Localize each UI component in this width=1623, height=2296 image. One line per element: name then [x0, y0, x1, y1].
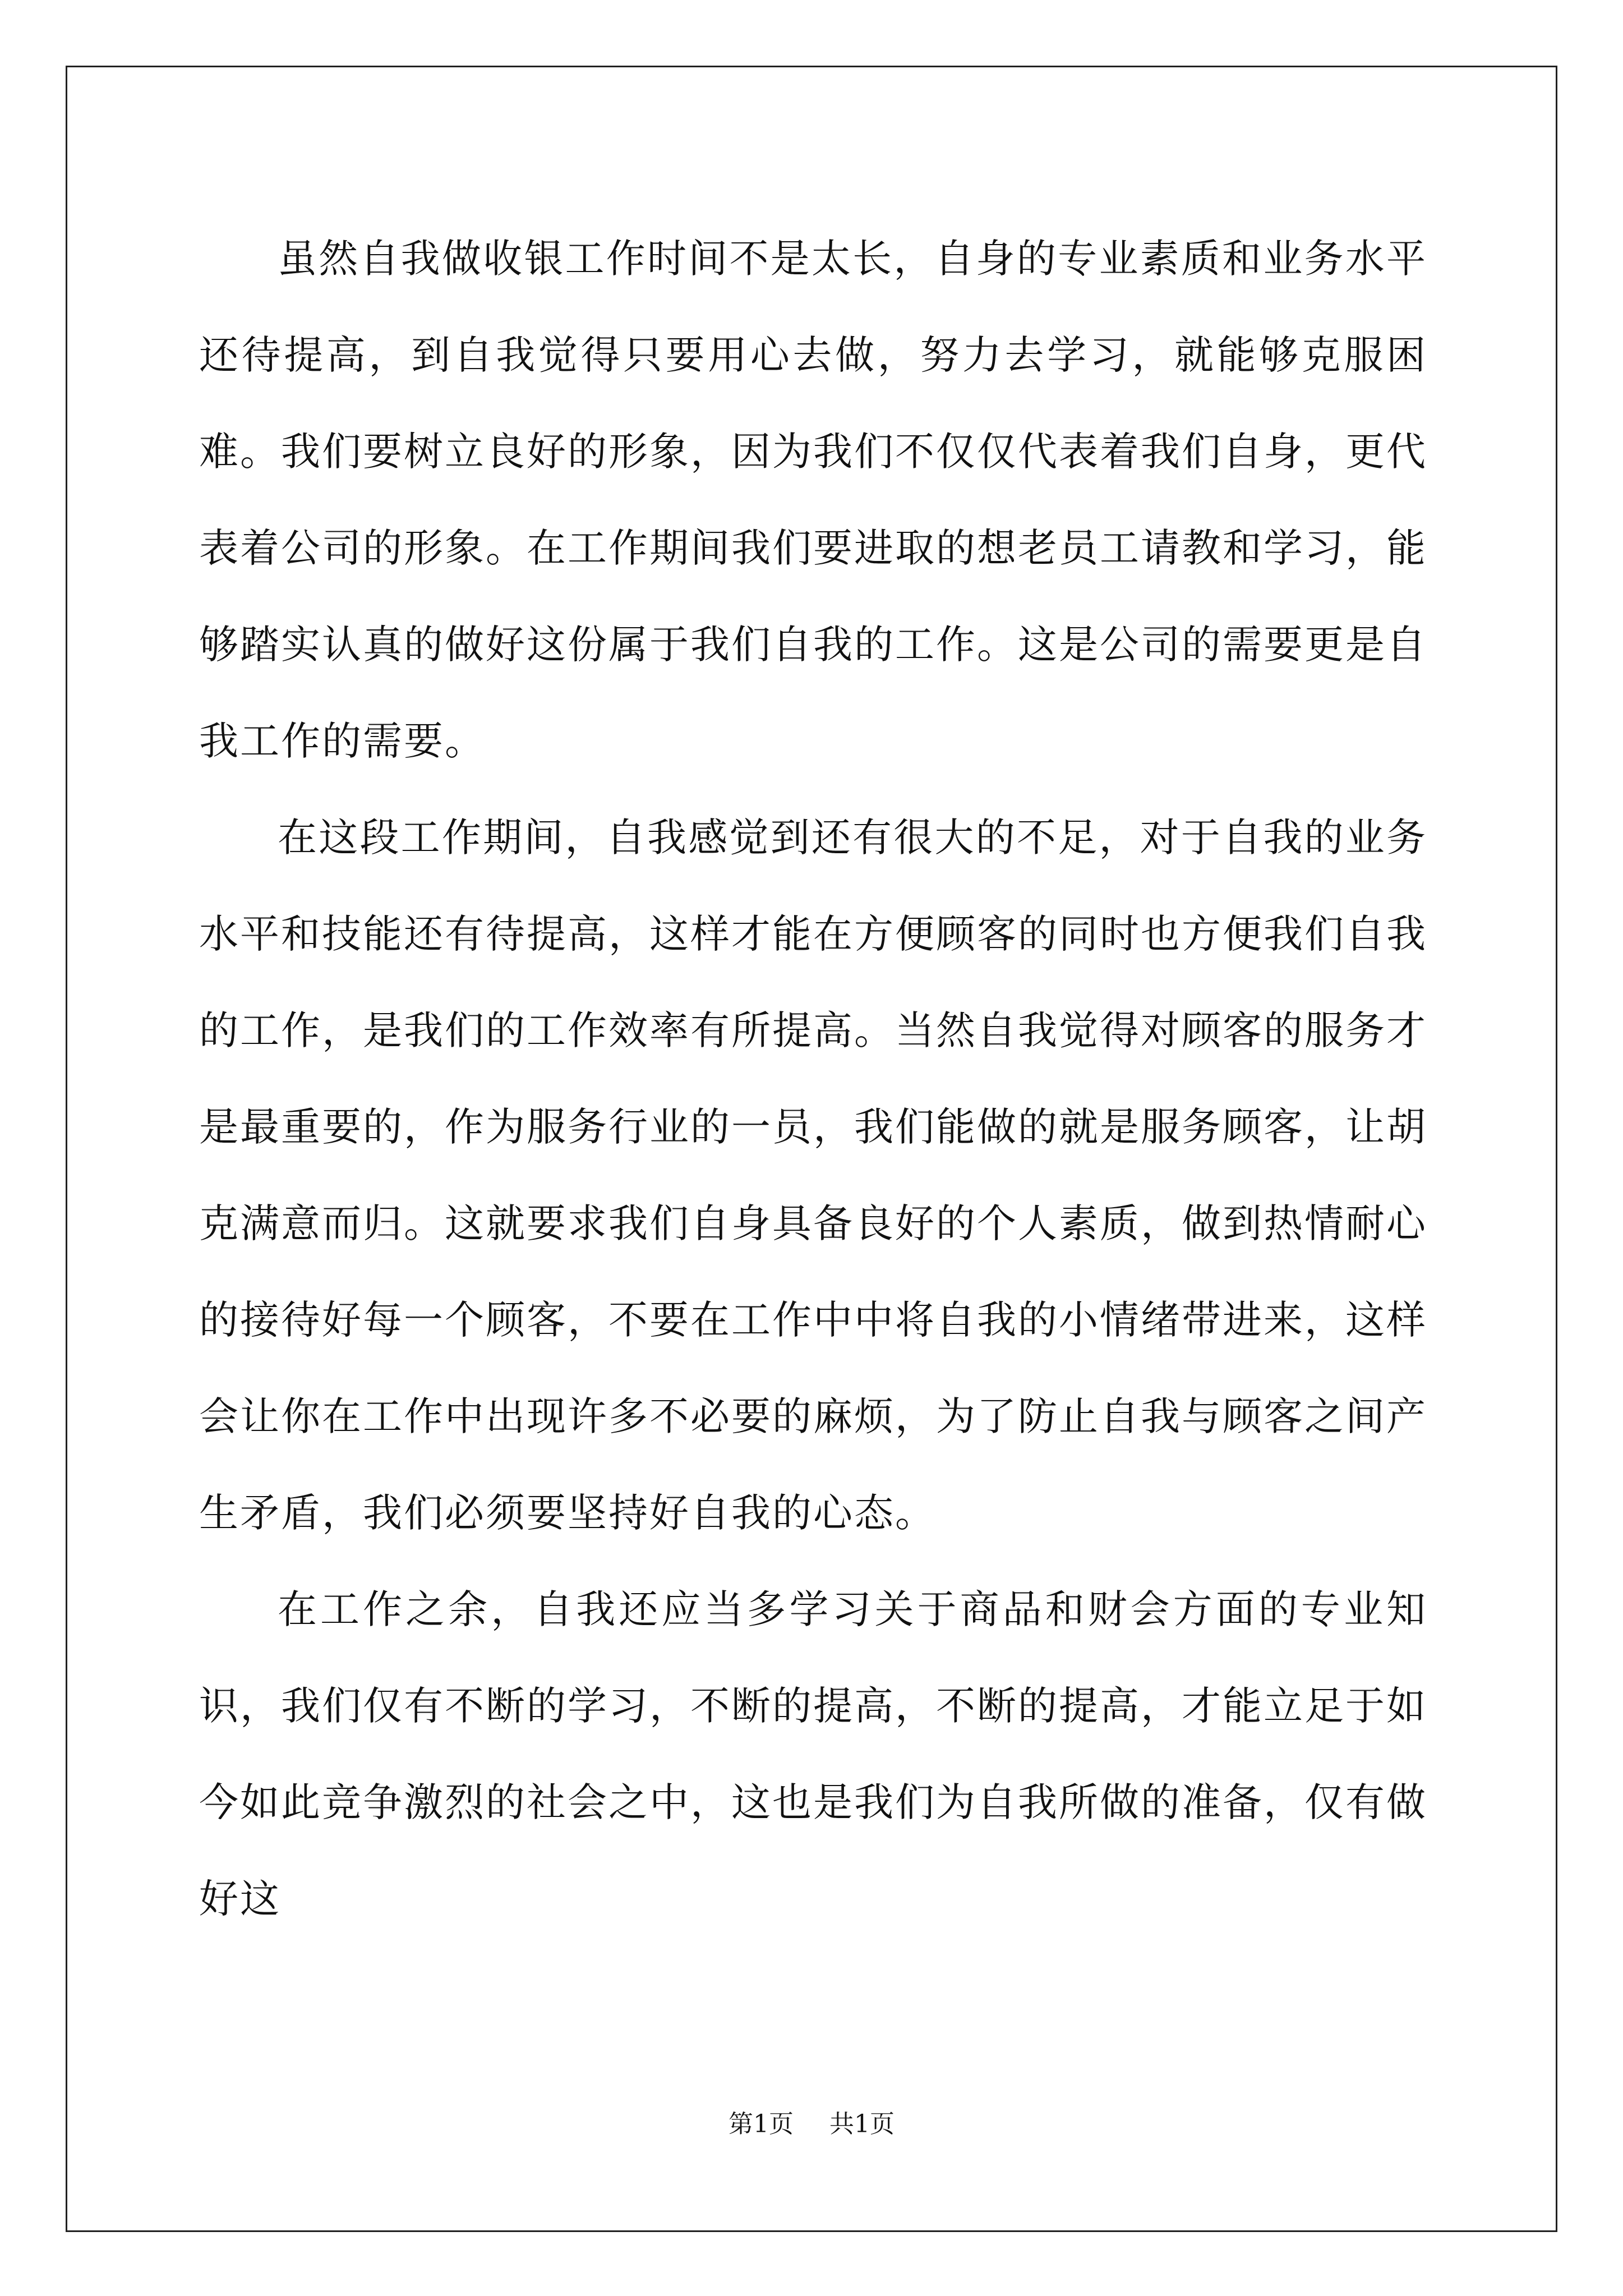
paragraph-1: 虽然自我做收银工作时间不是太长，自身的专业素质和业务水平还待提高，到自我觉得只要用心去做，努力去学习，就能够克服困难。我们要树立良好的形象，因为我们不仅仅代表着我们自身，更代表着公司的形象。在工作期间我们要进取的想老员工请教和学习，能够踏实认真的做好这份属于我们自我的工作。这是公司的需要更是自我工作的需要。 [199, 236, 1427, 764]
paragraph-3: 在工作之余，自我还应当多学习关于商品和财会方面的专业知识，我们仅有不断的学习，不断的提高，不断的提高，才能立足于如今如此竞争激烈的社会之中，这也是我们为自我所做的准备，仅有做好这 [199, 1586, 1427, 1922]
page-total: 共1页 [829, 2110, 895, 2138]
page-footer [0, 2104, 1623, 2139]
paragraph-2: 在这段工作期间，自我感觉到还有很大的不足，对于自我的业务水平和技能还有待提高，这样才能在方便顾客的同时也方便我们自我的工作，是我们的工作效率有所提高。当然自我觉得对顾客的服务才是最重要的，作为服务行业的一员，我们能做的就是服务顾客，让胡克满意而归。这就要求我们自身具备良好的个人素质，做到热情耐心的接待好每一个顾客，不要在工作中中将自我的小情绪带进来，这样会让你在工作中出现许多不必要的麻烦，为了防止自我与顾客之间产生矛盾，我们必须要坚持好自我的心态。 [199, 815, 1427, 1536]
document-body [199, 210, 1427, 1947]
page-number: 第1页 [728, 2110, 794, 2138]
